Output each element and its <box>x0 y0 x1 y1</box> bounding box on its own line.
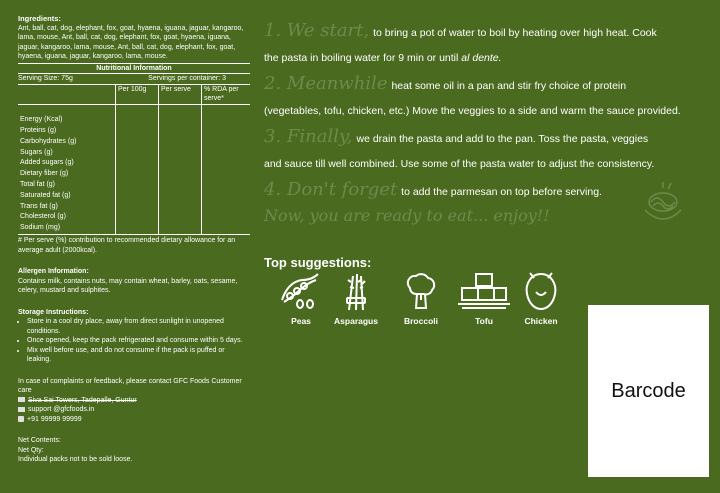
contact-intro: In case of complaints or feedback, please contact GFC Foods Customer care <box>18 377 242 395</box>
ready-text: Now, you are ready to eat... enjoy!! <box>264 206 550 225</box>
mail-icon <box>18 407 25 412</box>
barcode-placeholder <box>588 305 709 477</box>
nutrient-row: Added sugars (g) <box>20 159 74 167</box>
nutrient-row: Sugars (g) <box>20 148 53 156</box>
nutrient-row: Carbohydrates (g) <box>20 137 77 145</box>
step-4-script: 4. Don't forget <box>264 179 398 200</box>
step-3-line2: and sauce till well combined. Use some of the pasta water to adjust the consistency. <box>264 158 655 170</box>
rda-footnote: # Per serve (%) contribution to recommended dietary allowance for an average adult (2000kcal). <box>18 237 236 254</box>
allergen-title: Allergen Information: <box>18 268 89 276</box>
col-rda: % RDA per serve* <box>202 85 251 105</box>
storage-title: Storage Instructions: <box>18 308 89 316</box>
step-2-line1: 2. Meanwhile heat some oil in a pan and stir fry choice of protein <box>264 73 627 94</box>
servings-per-container: Servings per container: 3 <box>148 75 226 82</box>
nutrition-title: Nutritional Information <box>18 63 250 75</box>
suggestions-title: Top suggestions: <box>264 255 372 270</box>
nutrient-row: Energy (Kcal) <box>20 116 63 124</box>
col-per100: Per 100g <box>116 85 159 105</box>
barcode-label: Barcode <box>611 379 686 402</box>
ingredients-title: Ingredients: <box>18 14 61 23</box>
storage-list <box>18 317 250 365</box>
contact-address: Siva Sai Towers, Tadepalle, Guntur <box>18 396 250 406</box>
col-perserve: Per serve <box>159 85 202 105</box>
step-2-line2: (vegetables, tofu, chicken, etc.) Move the veggies to a side and warm the sauce provided. <box>264 105 681 117</box>
building-icon <box>18 397 25 402</box>
nutrient-row: Trans fat (g) <box>20 202 58 210</box>
phone-icon <box>18 416 24 422</box>
suggestion-label: Broccoli <box>403 316 438 326</box>
peas-icon <box>276 270 326 312</box>
suggestion-label: Peas <box>291 316 311 326</box>
allergen-text: Contains milk, contains nuts, may contain wheat, barley, oats, sesame, celery, mustard and sulphites. <box>18 277 238 295</box>
step-4-line1: 4. Don't forget to add the parmesan on top before serving. <box>264 179 602 200</box>
contact-phone[interactable]: +91 99999 99999 <box>18 415 250 425</box>
recipe-steps <box>264 18 694 205</box>
step-3-script: 3. Finally, <box>264 126 353 147</box>
net-contents: Net Contents: <box>18 437 61 445</box>
tofu-icon <box>454 270 514 312</box>
nutrient-row: Saturated fat (g) <box>20 191 71 199</box>
broccoli-icon <box>396 270 446 312</box>
suggestion-chicken <box>511 270 571 326</box>
chicken-icon <box>516 270 566 312</box>
serving-row <box>18 74 250 85</box>
nutrient-row: Dietary fiber (g) <box>20 170 69 178</box>
storage-item: • Once opened, keep the pack refrigerated and consume within 5 days. <box>27 336 250 346</box>
storage-item: • Store in a cool dry place, away from direct sunlight in unopened conditions. <box>27 317 250 336</box>
suggestion-tofu <box>454 270 514 326</box>
pasta-bowl-icon <box>635 180 690 235</box>
serving-size: Serving Size: 75g <box>18 75 73 82</box>
step-1-line1: 1. We start, to bring a pot of water to boil by heating over high heat. Cook <box>264 20 657 41</box>
step-1-script: 1. We start, <box>264 20 370 41</box>
nutrition-table <box>18 85 250 236</box>
info-panel <box>0 0 250 493</box>
nutrient-row: Cholesterol (g) <box>20 213 66 221</box>
suggestion-asparagus <box>326 270 386 326</box>
step-2-script: 2. Meanwhile <box>264 73 388 94</box>
nutrient-row: Total fat (g) <box>20 181 56 189</box>
suggestion-label: Chicken <box>524 316 558 326</box>
nutrient-row: Sodium (mg) <box>18 223 116 234</box>
suggestion-peas <box>271 270 331 326</box>
suggestion-label: Tofu <box>475 316 493 326</box>
asparagus-icon <box>331 270 381 312</box>
contact-email[interactable]: support @gfcfoods.in <box>18 405 250 415</box>
net-note: Individual packs not to be sold loose. <box>18 456 133 464</box>
suggestion-broccoli <box>391 270 451 326</box>
net-qty: Net Qty: <box>18 446 44 454</box>
ingredients-text: Ant, ball, cat, dog, elephant, fox, goat, hyaena, iguana, jaguar, kangaroo, lama, mouse, Ant, ball, cat, dog, elephant, fox, goat, hyaena, iguana, jaguar, kangaroo, lama, mouse, Ant, ball, cat, dog, elephant, fox, goat, hyaena, iguana, jaguar, kangaroo, lama, mouse. <box>18 24 244 60</box>
storage-item: • Mix well before use, and do not consume if the pack is puffed or leaking. <box>27 346 250 365</box>
step-1-line2: the pasta in boiling water for 9 min or until al dente. <box>264 52 502 64</box>
step-3-line1: 3. Finally, we drain the pasta and add to the pan. Toss the pasta, veggies <box>264 126 649 147</box>
nutrient-row: Proteins (g) <box>20 127 57 135</box>
suggestion-label: Asparagus <box>334 316 378 326</box>
